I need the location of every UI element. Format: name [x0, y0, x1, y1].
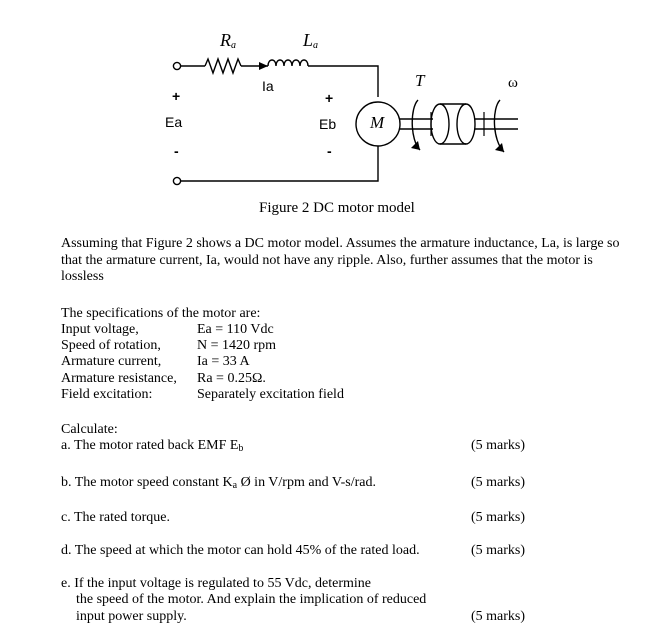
label-ra-sub: a	[231, 40, 236, 51]
label-ra-main: R	[220, 30, 231, 50]
question-e-line2: the speed of the motor. And explain the implication of reduced	[76, 592, 427, 607]
inductor-la	[268, 60, 308, 66]
motor-shaft	[400, 119, 433, 129]
question-e-marks: (5 marks)	[471, 609, 526, 624]
question-b-text: b. The motor speed constant K	[61, 475, 233, 490]
label-ra	[220, 30, 236, 51]
label-ea: Ea	[165, 114, 183, 130]
label-minus-ea: -	[174, 143, 179, 159]
spec-row-label-2: Speed of rotation,	[61, 338, 161, 353]
label-la-main: L	[303, 30, 314, 50]
dc-motor-circuit-diagram	[0, 0, 671, 200]
torque-arrow	[412, 100, 420, 150]
label-torque: T	[415, 71, 425, 90]
label-la	[303, 30, 318, 51]
spec-row-label-4: Armature resistance,	[61, 371, 177, 386]
current-arrowhead	[259, 62, 268, 70]
wire-to-motor	[308, 66, 378, 97]
specs-heading: The specifications of the motor are:	[61, 306, 261, 321]
intro-paragraph: Assuming that Figure 2 shows a DC motor model. Assumes the armature inductance, La, is large so that the armature current, Ia, would not have any ripple. Also, further assumes that the motor is lossless	[61, 236, 620, 284]
label-minus-eb: -	[327, 143, 332, 159]
question-a-text: a. The motor rated back EMF E	[61, 438, 239, 453]
question-b	[61, 474, 376, 494]
question-a	[61, 437, 243, 457]
question-e-line1: e. If the input voltage is regulated to 55 Vdc, determine	[61, 576, 371, 591]
question-c-marks: (5 marks)	[471, 510, 526, 525]
question-a-marks: (5 marks)	[471, 438, 526, 453]
spec-row-label-1: Input voltage,	[61, 322, 139, 337]
label-omega: ω	[508, 75, 518, 91]
question-b-text2: Ø in V/rpm and V-s/rad.	[240, 475, 377, 490]
wire-bottom	[181, 146, 378, 181]
terminal-bottom	[173, 177, 180, 184]
spec-row-value-4: Ra = 0.25Ω.	[197, 371, 266, 386]
figure-caption: Figure 2 DC motor model	[259, 200, 415, 216]
terminal-top	[173, 62, 180, 69]
spec-row-label-3: Armature current,	[61, 354, 162, 369]
spec-row-value-3: Ia = 33 A	[197, 354, 250, 369]
label-motor: M	[370, 113, 385, 132]
question-e-line3: input power supply.	[76, 609, 187, 624]
question-b-sub: a	[232, 480, 238, 491]
spec-row-value-5: Separately excitation field	[197, 387, 344, 402]
omega-arrow	[494, 100, 504, 152]
question-c: c. The rated torque.	[61, 510, 170, 525]
label-la-sub: a	[313, 40, 319, 51]
load-cylinder-left	[431, 104, 449, 144]
label-plus-eb: +	[325, 90, 334, 106]
resistor-ra	[205, 59, 241, 73]
spec-row-value-1: Ea = 110 Vdc	[197, 322, 274, 337]
question-d: d. The speed at which the motor can hold 45% of the rated load.	[61, 543, 420, 558]
calculate-heading: Calculate:	[61, 422, 118, 437]
question-d-marks: (5 marks)	[471, 543, 526, 558]
question-a-sub: b	[238, 443, 244, 454]
question-b-marks: (5 marks)	[471, 475, 526, 490]
label-eb: Eb	[319, 116, 337, 132]
spec-row-label-5: Field excitation:	[61, 387, 153, 402]
output-shaft	[475, 119, 518, 129]
label-ia: Ia	[262, 78, 274, 94]
label-plus-ea: +	[172, 88, 181, 104]
load-cylinder-body	[440, 104, 466, 144]
load-cylinder-right	[457, 104, 475, 144]
spec-row-value-2: N = 1420 rpm	[197, 338, 277, 353]
